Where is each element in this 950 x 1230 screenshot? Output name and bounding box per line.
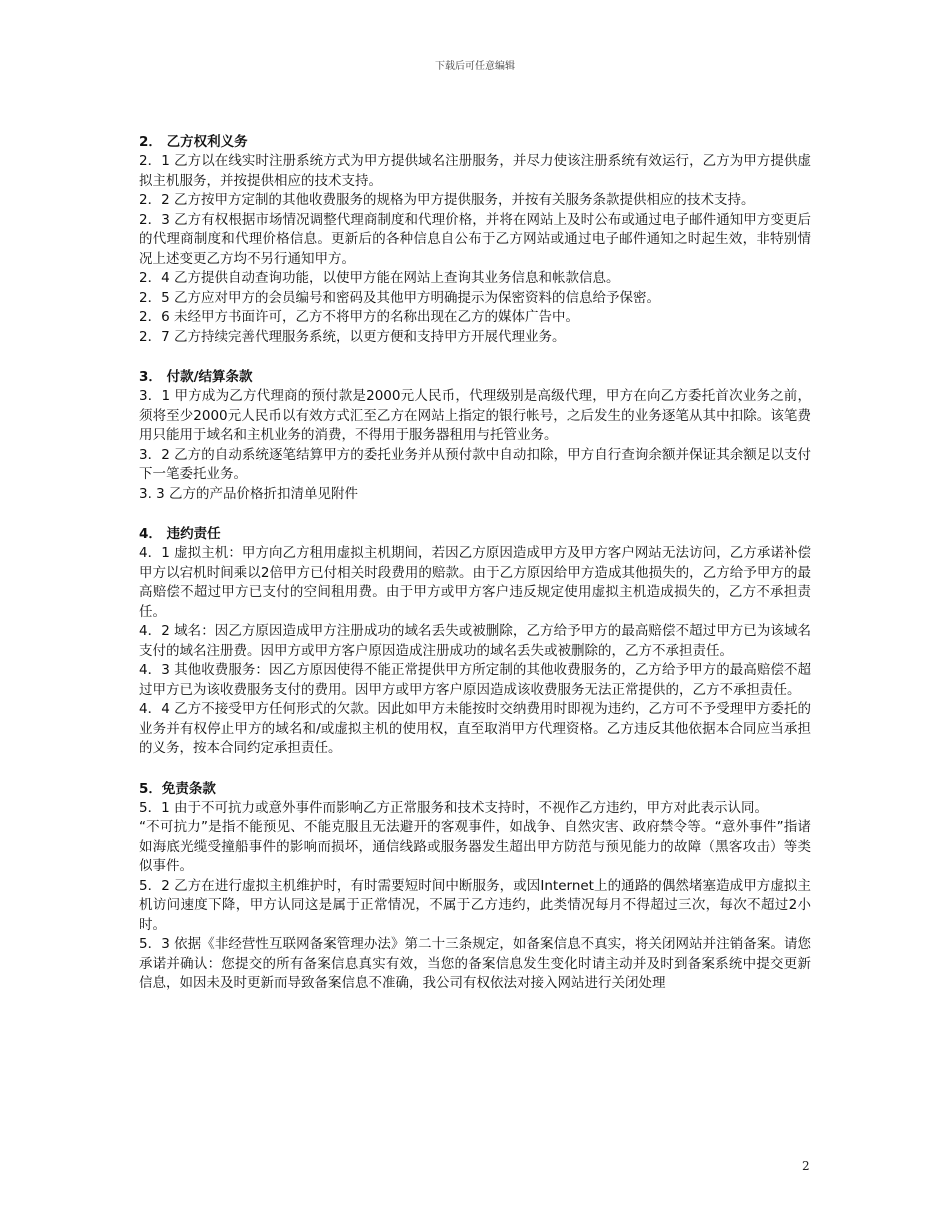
section-heading: 4． 违约责任 <box>139 526 221 542</box>
clause-3-1: 3．1 甲方成为乙方代理商的预付款是2000元人民币，代理级别是高级代理，甲方在向乙方委托首次业务之前，须将至少2000元人民币以有效方式汇至乙方在网站上指定的银行帐号，之后发生的业务逐笔从其中扣除。该笔费用只能用于域名和主机业务的消费，不得用于服务器租用与托管业务。 <box>139 388 811 443</box>
clause-2-7: 2．7 乙方持续完善代理服务系统，以更方便和支持甲方开展代理业务。 <box>139 328 566 345</box>
section-disclaimer <box>139 779 811 994</box>
clause-2-2: 2．2 乙方按甲方定制的其他收费服务的规格为甲方提供服务，并按有关服务条款提供相应的技术支持。 <box>139 192 755 208</box>
clause-2-3: 2．3 乙方有权根据市场情况调整代理商制度和代理价格，并将在网站上及时公布或通过电子邮件通知甲方变更后的代理商制度和代理价格信息。更新后的各种信息自公布于乙方网站或通过电子邮件通知之时起生效，非特别情况上述变更乙方均不另行通知甲方。 <box>139 211 811 267</box>
page-number: 2 <box>802 1159 810 1173</box>
section-payment-settlement <box>139 367 811 504</box>
section-heading: 5．免责条款 <box>139 780 216 797</box>
clause-5-1: 5．1 由于不可抗力或意外事件而影响乙方正常服务和技术支持时，不视作乙方违约，甲方对此表示认同。 <box>139 799 768 816</box>
clause-5-2: 5．2 乙方在进行虚拟主机维护时，有时需要短时间中断服务，或因Internet上的通路的偶然堵塞造成甲方虚拟主机访问速度下降，甲方认同这是属于正常情况，不属于乙方违约，此类情况每月不得超过三次，每次不超过2小时。 <box>139 877 811 933</box>
force-majeure-definition: “不可抗力”是指不能预见、不能克服且无法避开的客观事件，如战争、自然灾害、政府禁令等。“意外事件”指诸如海底光缆受撞船事件的影响而损坏，通信线路或服务器发生超出甲方防范与预见能力的故障（黑客攻击）等类似事件。 <box>139 819 811 874</box>
section-heading: 2． 乙方权利义务 <box>139 134 248 150</box>
document-body <box>139 132 811 1014</box>
clause-4-1: 4．1 虚拟主机：甲方向乙方租用虚拟主机期间，若因乙方原因造成甲方及甲方客户网站无法访问，乙方承诺补偿甲方以宕机时间乘以2倍甲方已付相关时段费用的赔款。由于乙方原因给甲方造成其他损失的，乙方给予甲方的最高赔偿不超过甲方已支付的空间租用费。由于甲方或甲方客户违反规定使用虚拟主机造成损失的，乙方不承担责任。 <box>139 545 811 620</box>
clause-4-2: 4．2 域名：因乙方原因造成甲方注册成功的域名丢失或被删除，乙方给予甲方的最高赔偿不超过甲方已为该域名支付的域名注册费。因甲方或甲方客户原因造成注册成功的域名丢失或被删除的，乙方不承担责任。 <box>139 623 811 659</box>
clause-4-4: 4．4 乙方不接受甲方任何形式的欠款。因此如甲方未能按时交纳费用时即视为违约，乙方可不予受理甲方委托的业务并有权停止甲方的域名和/或虚拟主机的使用权，直至取消甲方代理资格。乙方违反其他依据本合同应当承担的义务，按本合同约定承担责任。 <box>139 701 811 756</box>
clause-2-4: 2．4 乙方提供自动查询功能，以使甲方能在网站上查询其业务信息和帐款信息。 <box>139 270 620 286</box>
clause-2-5: 2．5 乙方应对甲方的会员编号和密码及其他甲方明确提示为保密资料的信息给予保密。 <box>139 289 660 306</box>
clause-2-6: 2．6 未经甲方书面许可，乙方不将甲方的名称出现在乙方的媒体广告中。 <box>139 309 579 325</box>
clause-3-3: 3. 3 乙方的产品价格折扣清单见附件 <box>139 485 359 502</box>
section-liability <box>139 524 811 759</box>
clause-5-3: 5．3 依据《非经营性互联网备案管理办法》第二十三条规定，如备案信息不真实，将关闭网站并注销备案。请您承诺并确认：您提交的所有备案信息真实有效，当您的备案信息发生变化时请主动并及时到备案系统中提交更新信息，如因未及时更新而导致备案信息不准确，我公司有权依法对接入网站进行关闭处理 <box>139 936 811 991</box>
clause-3-2: 3．2 乙方的自动系统逐笔结算甲方的委托业务并从预付款中自动扣除，甲方自行查询余额并保证其余额足以支付下一笔委托业务。 <box>139 446 811 482</box>
section-heading: 3． 付款/结算条款 <box>139 369 253 385</box>
clause-2-1: 2．1 乙方以在线实时注册系统方式为甲方提供域名注册服务，并尽力使该注册系统有效运行，乙方为甲方提供虚拟主机服务，并按提供相应的技术支持。 <box>139 153 811 189</box>
section-rights-obligations <box>139 132 811 347</box>
clause-4-3: 4．3 其他收费服务：因乙方原因使得不能正常提供甲方所定制的其他收费服务的，乙方给予甲方的最高赔偿不超过甲方已为该收费服务支付的费用。因甲方或甲方客户原因造成该收费服务无法正常提供的，乙方不承担责任。 <box>139 662 811 698</box>
page-header: 下载后可任意编辑 <box>435 61 515 72</box>
